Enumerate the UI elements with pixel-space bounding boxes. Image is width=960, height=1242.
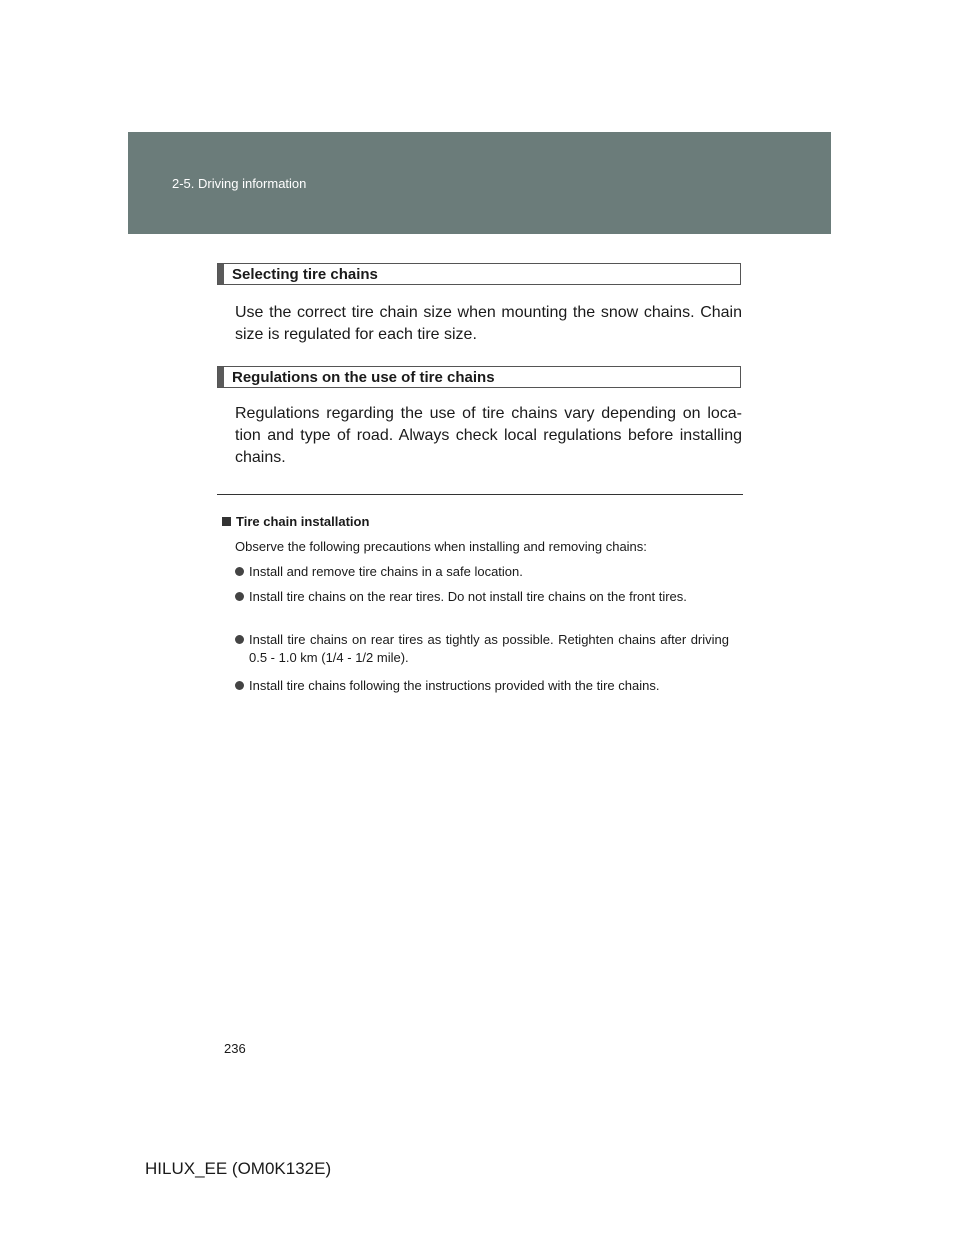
bullet-dot-icon <box>235 567 244 576</box>
heading-bar <box>218 264 224 284</box>
header-band <box>128 132 831 234</box>
manual-code: HILUX_EE (OM0K132E) <box>145 1159 332 1178</box>
list-item <box>235 563 729 581</box>
list-item <box>235 588 729 606</box>
list-item <box>235 677 729 695</box>
square-bullet-icon <box>222 517 231 526</box>
heading-selecting-tire-chains <box>217 263 741 285</box>
paragraph-selecting: Use the correct tire chain size when mounting the snow chains. Chain size is regulated for each tire size. <box>235 304 742 343</box>
section-divider <box>217 494 743 495</box>
list-item-text: Install tire chains on rear tires as tightly as possible. Retighten chains after driving 0.5 - 1.0 km (1/4 - 1/2 mile). <box>249 632 729 665</box>
list-item-text: Install tire chains on the rear tires. Do not install tire chains on the front tires. <box>249 589 687 604</box>
heading-bar <box>218 367 224 387</box>
heading-regulations <box>217 366 741 388</box>
heading-text: Selecting tire chains <box>232 266 378 283</box>
bullet-dot-icon <box>235 592 244 601</box>
note-intro: Observe the following precautions when installing and removing chains: <box>235 539 647 554</box>
heading-text: Regulations on the use of tire chains <box>232 369 495 386</box>
page-number: 236 <box>224 1041 246 1056</box>
section-title: 2-5. Driving information <box>172 176 307 191</box>
note-title <box>222 513 369 531</box>
list-item-text: Install and remove tire chains in a safe location. <box>249 564 523 579</box>
list-item <box>235 631 729 667</box>
bullet-dot-icon <box>235 635 244 644</box>
bullet-dot-icon <box>235 681 244 690</box>
list-item-text: Install tire chains following the instructions provided with the tire chains. <box>249 678 660 693</box>
paragraph-regulations: Regulations regarding the use of tire chains vary depending on loca-tion and type of road. Always check local regulations before installing chains. <box>235 405 742 466</box>
note-title-text: Tire chain installation <box>236 514 370 529</box>
